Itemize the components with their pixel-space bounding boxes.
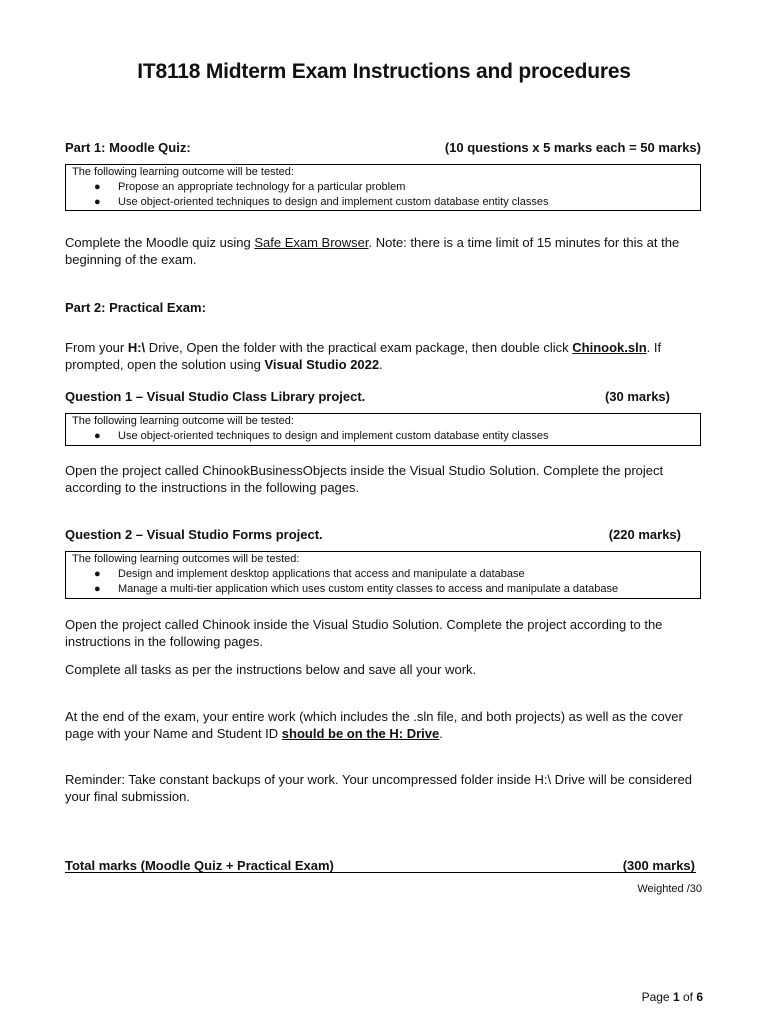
total-underline [65,872,696,873]
page-number: Page 1 of 6 [641,990,703,1004]
q2-outcomes-box [65,551,701,599]
safe-exam-browser-link: Safe Exam Browser [254,235,369,250]
bullet-icon: ● [94,430,101,442]
weighted-note: Weighted /30 [637,883,702,895]
part1-marks: (10 questions x 5 marks each = 50 marks) [444,140,701,155]
end-paragraph: At the end of the exam, your entire work (which includes the .sln file, and both projects) as well as the cover page with your Name and Student ID should be on the H: Drive. [65,709,683,741]
q1-outcomes-box [65,413,701,446]
box-intro: The following learning outcome will be tested: [72,415,294,427]
part2-paragraph: From your H:\ Drive, Open the folder with the practical exam package, then double click Chinook.sln. If prompted, open the solution using Visual Studio 2022. [65,340,662,372]
total-marks: (300 marks) [622,858,695,873]
total-label: Total marks (Moodle Quiz + Practical Exam) [65,858,334,873]
bullet-icon: ● [94,181,101,193]
outcome-list [72,567,694,597]
bullet-icon: ● [94,583,101,595]
q2-heading: Question 2 – Visual Studio Forms project. [65,527,323,542]
part1-paragraph: Complete the Moodle quiz using Safe Exam Browser. Note: there is a time limit of 15 minutes for this at the beginning of the exam. [65,235,680,267]
bullet-icon: ● [94,196,101,208]
outcome-item: ● Use object-oriented techniques to design and implement custom database entity classes [94,430,549,442]
outcome-item: ● Use object-oriented techniques to design and implement custom database entity classes [94,196,549,208]
part1-heading: Part 1: Moodle Quiz: [65,140,191,155]
outcome-list [72,180,694,210]
outcome-list [72,429,694,444]
q2-paragraph-1: Open the project called Chinook inside the Visual Studio Solution. Complete the project according to the instructions in the following pages. [65,617,663,649]
box-intro: The following learning outcome will be tested: [72,166,294,178]
q1-paragraph: Open the project called ChinookBusinessObjects inside the Visual Studio Solution. Complete the project according to the instructions in the following pages. [65,463,664,495]
q1-marks: (30 marks) [604,389,670,404]
q1-heading: Question 1 – Visual Studio Class Library project. [65,389,366,404]
outcome-item: ● Design and implement desktop applications that access and manipulate a database [94,568,525,580]
outcome-item: ● Manage a multi-tier application which uses custom entity classes to access and manipulate a database [94,583,619,595]
box-intro: The following learning outcomes will be tested: [72,553,300,565]
page-title: IT8118 Midterm Exam Instructions and procedures [137,60,631,83]
reminder-paragraph: Reminder: Take constant backups of your work. Your uncompressed folder inside H:\ Drive will be considered your final submission. [65,772,692,804]
outcome-item: ● Propose an appropriate technology for a particular problem [94,181,406,193]
q2-marks: (220 marks) [608,527,681,542]
part2-heading: Part 2: Practical Exam: [65,300,206,315]
q2-paragraph-2: Complete all tasks as per the instructions below and save all your work. [65,662,477,677]
part1-outcomes-box [65,164,701,211]
bullet-icon: ● [94,568,101,580]
